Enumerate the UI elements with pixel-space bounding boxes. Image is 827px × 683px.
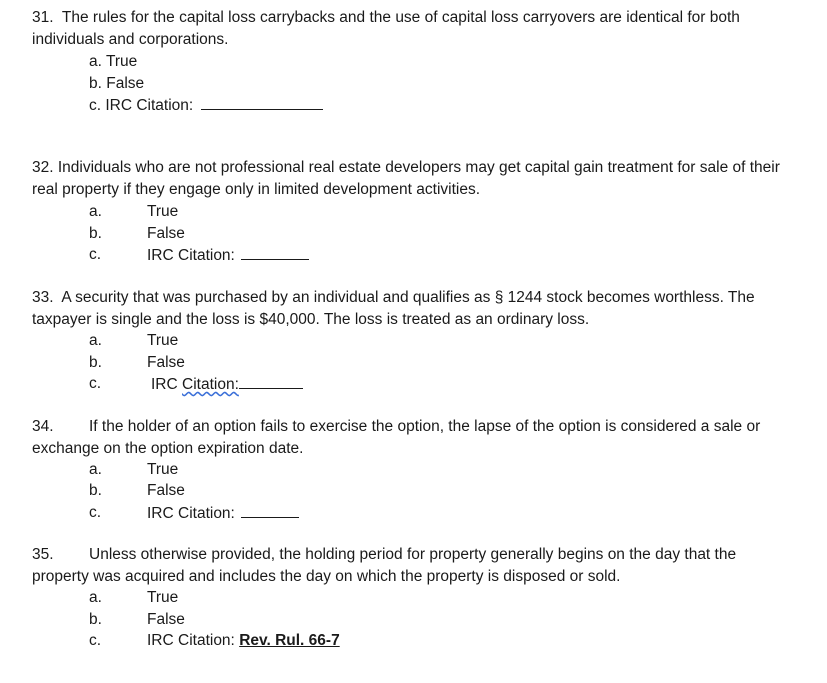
question-34-text [32,416,792,459]
question-32-number: 32. [32,159,54,176]
q32-option-a-letter: a. [89,203,102,220]
q32-option-b-label: False [147,225,185,242]
q33-option-c-label-citation: Citation: [182,376,239,393]
q31-citation-blank[interactable] [201,95,323,110]
question-35-body: Unless otherwise provided, the holding period for property generally begins on the day that the property was acquired and includes the day on which the property is disposed or sold. [32,546,737,585]
q31-option-c [89,95,323,116]
q31-option-c-label: c. IRC Citation: [89,97,194,114]
q35-option-c-letter: c. [89,632,102,649]
q32-citation-blank[interactable] [241,245,309,260]
q34-option-c-label: IRC Citation: [147,505,235,522]
q32-option-c-label: IRC Citation: [147,247,235,264]
question-35 [32,544,792,587]
q35-option-c-row [147,631,340,651]
q33-option-c-row [151,374,303,395]
question-35-number: 35. [32,546,54,563]
q33-option-a-label: True [147,332,179,349]
q34-option-c-letter: c. [89,504,102,521]
question-32-text [32,157,792,200]
q31-option-a-label: a. True [89,53,138,70]
q32-option-c-letter: c. [89,246,102,263]
q34-option-a-letter: a. [89,461,102,478]
question-33-text [32,287,792,330]
q33-option-a-letter: a. [89,332,102,349]
question-33-body: A security that was purchased by an individual and qualifies as § 1244 stock becomes worthless. The taxpayer is single and the loss is $40,000. The loss is treated as an ordinary loss. [32,289,755,328]
question-33-number: 33. [32,289,54,306]
q34-option-b-label: False [147,482,185,499]
q32-option-b-letter: b. [89,225,102,242]
q32-option-a-label: True [147,203,179,220]
q31-option-b-label: b. False [89,75,145,92]
q34-option-a-label: True [147,461,179,478]
q35-option-b-letter: b. [89,611,102,628]
q33-option-c-letter: c. [89,375,102,392]
q33-option-b-label: False [147,354,185,371]
q35-option-b-label: False [147,611,185,628]
question-32-body: Individuals who are not professional real estate developers may get capital gain treatment for sale of their real property if they engage only in limited development activities. [32,159,780,198]
q34-citation-blank[interactable] [241,503,299,518]
question-31-number: 31. [32,9,54,26]
q33-option-b-letter: b. [89,354,102,371]
question-32 [32,157,792,200]
question-34-body: If the holder of an option fails to exercise the option, the lapse of the option is considered a sale or exchange on the option expiration date. [32,418,761,457]
question-31 [32,7,792,50]
question-31-text [32,7,792,50]
question-35-text [32,544,792,587]
q32-option-c-row [147,245,309,266]
q35-citation-answer: Rev. Rul. 66-7 [239,632,340,649]
question-31-body: The rules for the capital loss carrybacks and the use of capital loss carryovers are identical for both individuals and corporations. [32,9,740,48]
q33-option-c-label-irc: IRC [151,376,178,393]
q35-option-a-label: True [147,589,179,606]
q31-option-a [89,52,137,72]
question-34-number: 34. [32,418,54,435]
q35-option-a-letter: a. [89,589,102,606]
q31-option-b [89,74,144,94]
q34-option-c-row [147,503,299,524]
q33-citation-blank[interactable] [239,374,303,389]
q35-option-c-label: IRC Citation: [147,632,235,649]
question-33 [32,287,792,330]
question-34 [32,416,792,459]
q34-option-b-letter: b. [89,482,102,499]
